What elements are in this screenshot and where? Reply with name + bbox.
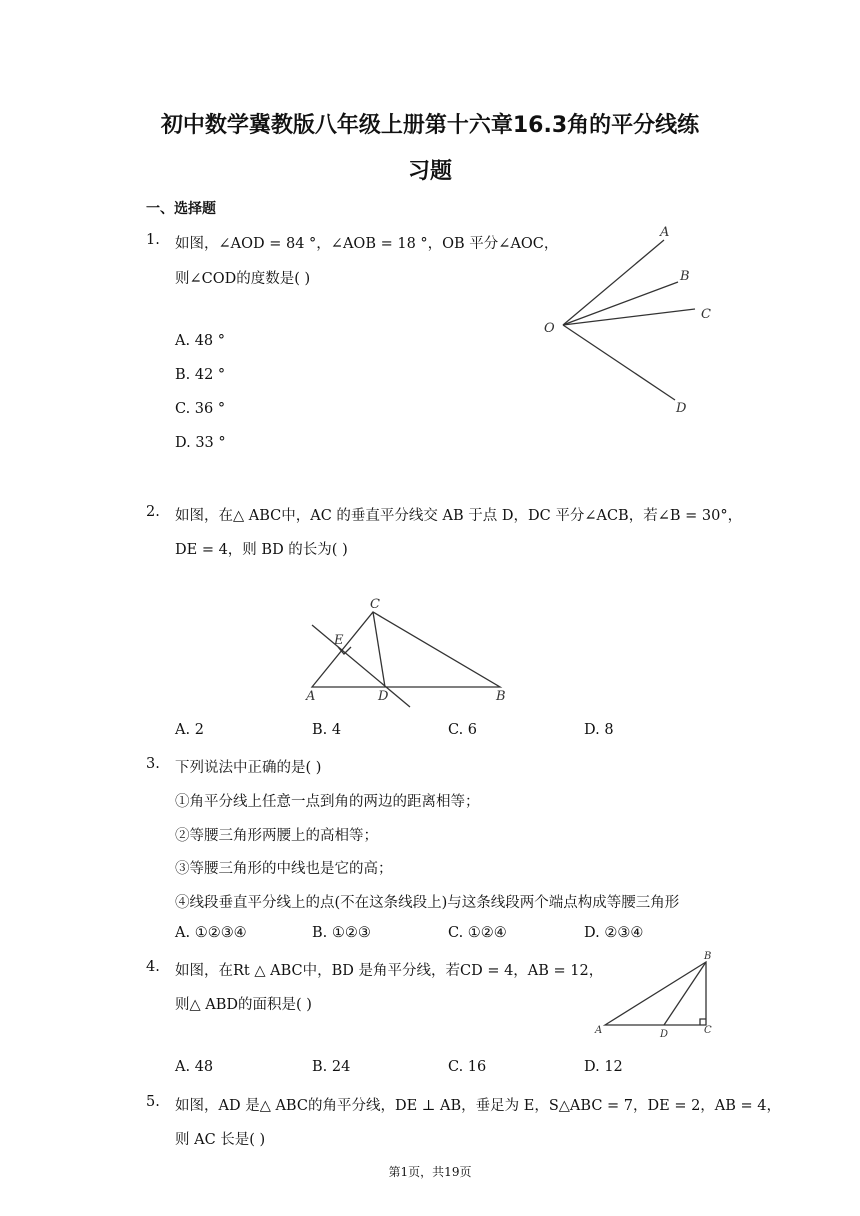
label-a: A — [306, 689, 316, 704]
question-3-statement-2: ②等腰三角形两腰上的高相等； — [175, 828, 378, 844]
question-1-option-c[interactable]: C. 36 ° — [175, 401, 226, 417]
question-4-option-c[interactable]: C. 16 — [448, 1059, 487, 1075]
question-2-text: 如图，在△ ABC中，AC 的垂直平分线交 AB 于点 D，DC 平分∠ACB，若∠B = 30°， — [175, 508, 743, 524]
question-5-text-cont: 则 AC 长是( ) — [175, 1132, 266, 1148]
label-o: O — [544, 321, 555, 336]
perpendicular-bisector — [312, 625, 410, 707]
question-2-option-c[interactable]: C. 6 — [448, 722, 478, 738]
question-3-number: 3. — [146, 756, 160, 772]
question-2-option-d[interactable]: D. 8 — [584, 722, 614, 738]
question-3-text: 下列说法中正确的是( ) — [175, 760, 322, 776]
question-3-statement-4: ④线段垂直平分线上的点(不在这条线段上)与这条线段两个端点构成等腰三角形 — [175, 895, 680, 911]
question-4-text-cont: 则△ ABD的面积是( ) — [175, 997, 312, 1013]
label-c: C — [701, 307, 711, 322]
question-3-option-a[interactable]: A. ①②③④ — [175, 925, 247, 941]
question-1-option-a[interactable]: A. 48 ° — [175, 333, 225, 349]
ray-od — [563, 325, 675, 400]
question-2-number: 2. — [146, 504, 160, 520]
bisector-bd — [664, 962, 706, 1025]
question-4-text: 如图，在Rt △ ABC中，BD 是角平分线，若CD = 4，AB = 12， — [175, 963, 604, 979]
question-3-option-d[interactable]: D. ②③④ — [584, 925, 644, 941]
label-c: C — [370, 597, 380, 612]
question-1-text: 如图，∠AOD = 84 °，∠AOB = 18 °，OB 平分∠AOC， — [175, 236, 559, 252]
label-d: D — [676, 401, 687, 416]
question-1-number: 1. — [146, 232, 160, 248]
question-3-statement-3: ③等腰三角形的中线也是它的高； — [175, 861, 393, 877]
page-footer: 第1页，共19页 — [388, 1165, 472, 1179]
label-d: D — [660, 1029, 669, 1040]
question-2-option-a[interactable]: A. 2 — [175, 722, 204, 738]
question-4-option-d[interactable]: D. 12 — [584, 1059, 623, 1075]
question-3-option-b[interactable]: B. ①②③ — [312, 925, 371, 941]
label-d: D — [378, 689, 389, 704]
question-5-text: 如图，AD 是△ ABC的角平分线，DE ⊥ AB，垂足为 E，S△ABC = 7，DE = 2，AB = 4， — [175, 1098, 782, 1114]
page-title: 初中数学冀教版八年级上册第十六章16.3角的平分线练 — [160, 113, 700, 138]
question-1-option-d[interactable]: D. 33 ° — [175, 435, 226, 451]
segment-cd — [373, 612, 385, 687]
label-b: B — [496, 689, 506, 704]
section-heading: 一、选择题 — [146, 201, 216, 217]
label-b: B — [704, 951, 712, 962]
question-4-number: 4. — [146, 959, 160, 975]
question-2-text-cont: DE = 4，则 BD 的长为( ) — [175, 542, 348, 558]
label-a: A — [660, 225, 670, 240]
label-b: B — [680, 269, 690, 284]
question-3-option-c[interactable]: C. ①②④ — [448, 925, 507, 941]
label-a: A — [595, 1025, 603, 1036]
question-2-option-b[interactable]: B. 4 — [312, 722, 342, 738]
question-3-statement-1: ①角平分线上任意一点到角的两边的距离相等； — [175, 794, 480, 810]
question-1-option-b[interactable]: B. 42 ° — [175, 367, 226, 383]
triangle-abc — [605, 962, 706, 1025]
page-title-continued: 习题 — [407, 159, 452, 184]
label-c: C — [704, 1025, 712, 1036]
question-2-triangle-figure — [300, 592, 520, 712]
question-4-option-a[interactable]: A. 48 — [175, 1059, 214, 1075]
question-5-number: 5. — [146, 1094, 160, 1110]
label-e: E — [334, 633, 344, 648]
question-1-angle-figure — [530, 220, 730, 420]
question-4-right-triangle-figure — [590, 945, 720, 1040]
question-1-text-cont: 则∠COD的度数是( ) — [175, 271, 311, 287]
ray-oa — [563, 240, 664, 325]
question-4-option-b[interactable]: B. 24 — [312, 1059, 351, 1075]
